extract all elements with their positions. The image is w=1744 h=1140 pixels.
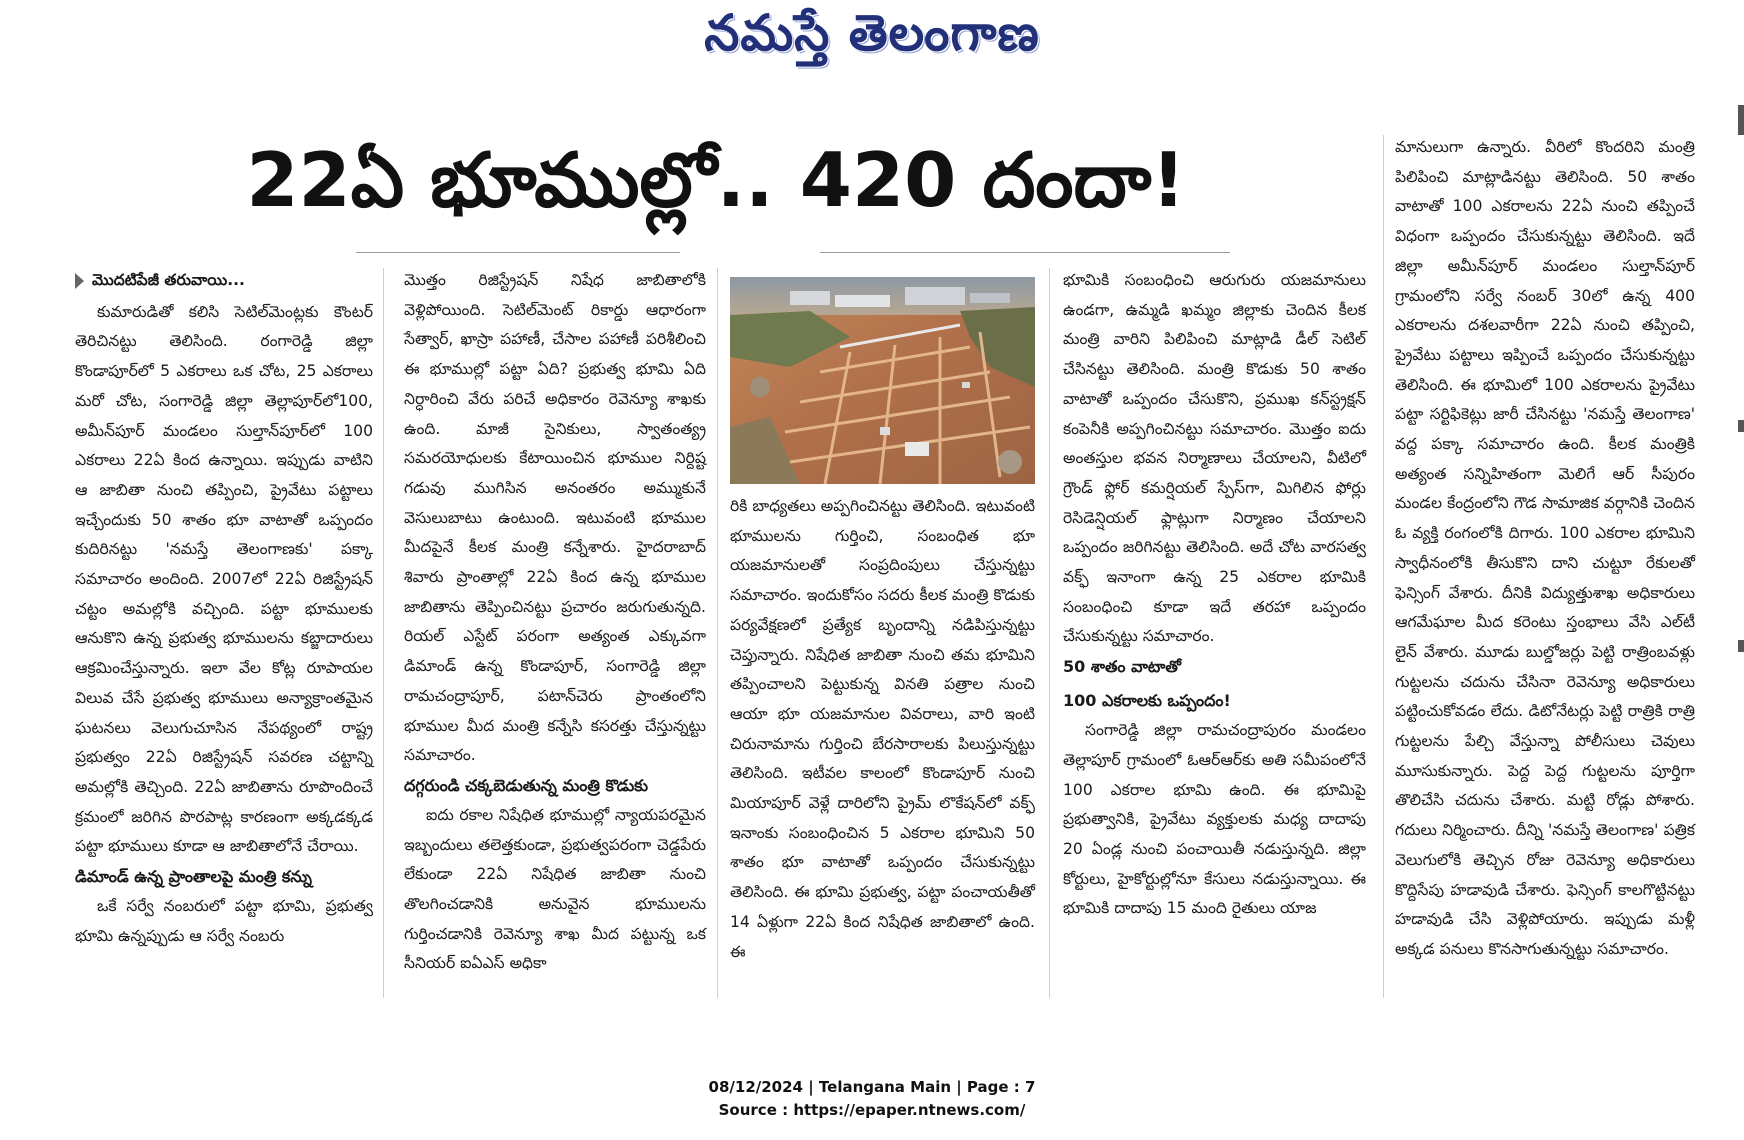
column-divider (717, 268, 718, 998)
column-divider (1049, 268, 1050, 998)
subheading: 100 ఎకరాలకు ఒప్పందం! (1063, 691, 1231, 711)
article-column-4 (1063, 266, 1366, 924)
article-paragraph: మానులుగా ఉన్నారు. వీరిలో కొందరిని మంత్రి పిలిపించి మాట్లాడినట్టు తెలిసింది. 50 శాతం వాటాతో 100 ఎకరాలను 22ఏ నుంచి తప్పించే విధంగా ఒప్పందం చేసుకున్నట్టు తెలిసింది. ఇదే జిల్లా అమీన్‌పూర్ మండలం సుల్తాన్‌పూర్ గ్రామంలోని సర్వే నంబర్ 30లో ఉన్న 400 ఎకరాలను దశలవారీగా 22ఏ నుంచి తప్పించి, ప్రైవేటు పట్టాలు ఇప్పించే ఒప్పందం చేసుకున్నట్టు తెలిసింది. ఈ భూమిలో 100 ఎకరాలను ప్రైవేటు పట్టా సర్టిఫికెట్లు జారీ చేసినట్టు 'నమస్తే తెలంగాణ' వద్ద పక్కా సమాచారం ఉంది. కీలక మంత్రికి అత్యంత సన్నిహితంగా మెలిగే ఆర్ సీపురం మండల కేంద్రంలోని గౌడ సామాజిక వర్గానికి చెందిన ఓ వ్యక్తి రంగంలోకి దిగారు. 100 ఎకరాల భూమిని స్వాధీనంలోకి తీసుకొని దాని చుట్టూ రేకులతో ఫెన్సింగ్ వేశారు. దీనికి విద్యుత్తుశాఖ అధికారులు ఆగమేఘాల మీద కరెంటు స్తంభాలు వేసి ఎల్‌టీ లైన్ వేశారు. మూడు బుల్డోజర్లు పెట్టి రాత్రింబవళ్లు గుట్టలను చదును చేసినా రెవెన్యూ అధికారులు పట్టించుకోవడం లేదు. డిటోనేటర్లు పెట్టి రాత్రికి రాత్రి గుట్టలను పేల్చి వేస్తున్నా పోలీసులు చెవులు మూసుకున్నారు. పెద్ద పెద్ద గుట్టలను పూర్తిగా తొలిచేసి చదును చేశారు. మట్టి రోడ్లు పోశారు. గదులు నిర్మించారు. దీన్ని 'నమస్తే తెలంగాణ' పత్రిక వెలుగులోకి తెచ్చిన రోజు రెవెన్యూ అధికారులు కొద్దిసేపు హడావుడి చేశారు. ఫెన్సింగ్ కాలగొట్టినట్టు హడావుడి చేసి వెళ్లిపోయారు. ఇప్పుడు మళ్లీ అక్కడ పనులు కొనసాగుతున్నట్టు సమాచారం. (1395, 138, 1695, 958)
article-column-5 (1395, 133, 1695, 965)
land-photo-image (730, 277, 1035, 484)
aerial-land-photo (730, 277, 1035, 484)
subheading: దగ్గరుండి చక్కబెడుతున్న మంత్రి కొడుకు (404, 775, 649, 795)
adjacent-page-edge (1738, 105, 1744, 135)
subheading: 50 శాతం వాటాతో (1063, 657, 1181, 677)
adjacent-page-edge (1738, 420, 1744, 432)
kicker-text: మొదటిపేజీ తరువాయి... (92, 271, 245, 289)
footer-source-link[interactable]: Source : https://epaper.ntnews.com/ (718, 1101, 1026, 1119)
headline-rule-left (356, 252, 680, 253)
article-paragraph: ఐదు రకాల నిషేధిత భూముల్లో న్యాయపరమైన ఇబ్బందులు తలెత్తకుండా, ప్రభుత్వపరంగా చెడ్డపేరు లేకుండా 22ఏ నిషేధిత జాబితా నుంచి తొలగించడానికి అనువైన భూములను గుర్తించడానికి రెవెన్యూ శాఖ మీద పట్టున్న ఒక సీనియర్ ఐఏఎస్ అధికా (404, 805, 706, 973)
article-paragraph: భూమికి సంబంధించి ఆరుగురు యజమానులు ఉండగా, ఉమ్మడి ఖమ్మం జిల్లాకు చెందిన కీలక మంత్రి వారిని పిలిపించి మాట్లాడి డీల్ సెటిల్ చేసినట్టు తెలిసింది. మంత్రి కొడుకు 50 శాతం వాటాతో ఒప్పందం చేసుకొని, ప్రముఖ కన్‌స్ట్రక్షన్ కంపెనీకి అప్పగించినట్టు సమాచారం. మొత్తం ఐదు అంతస్తుల భవన నిర్మాణాలు చేయాలని, వీటిలో గ్రౌండ్ ఫ్లోర్ కమర్షియల్ స్పేస్‌గా, మిగిలిన ఫోర్లు రెసిడెన్షియల్ ఫ్లాట్లుగా నిర్మాణం చేయాలని ఒప్పందం జరిగినట్టు తెలిసింది. అదే చోట వారసత్వ వక్ఫ్ ఇనాంగా ఉన్న 25 ఎకరాల భూమికి సంబంధించి కూడా ఇదే తరహా ఒప్పందం చేసుకున్నట్టు సమాచారం. (1063, 271, 1366, 646)
article-paragraph: సంగారెడ్డి జిల్లా రామచంద్రాపురం మండలం తెల్లాపూర్ గ్రామంలో ఓఆర్ఆర్‌కు అతి సమీపంలోనే 100 ఎకరాల భూమి ఉంది. ఈ భూమిపై ప్రభుత్వానికి, ప్రైవేటు వ్యక్తులకు మధ్య దాదాపు 20 ఏండ్ల నుంచి పంచాయితీ నడుస్తున్నది. జిల్లా కోర్టులు, హైకోర్టుల్లోనూ కేసులు నడుస్తున్నాయి. ఈ భూమికి దాదాపు 15 మంది రైతులు యాజ (1063, 721, 1366, 918)
article-column-3 (730, 492, 1035, 967)
article-paragraph: రికి బాధ్యతలు అప్పగించినట్టు తెలిసింది. ఇటువంటి భూములను గుర్తించి, సంబంధిత భూ యజమానులతో సంప్రదింపులు చేస్తున్నట్టు సమాచారం. ఇందుకోసం సదరు కీలక మంత్రి కొడుకు పర్యవేక్షణలో ప్రత్యేక బృందాన్ని నడిపిస్తున్నట్టు చెప్తున్నారు. నిషేధిత జాబితా నుంచి తమ భూమిని తప్పించాలని పెట్టుకున్న వినతి పత్రాల నుంచి ఆయా భూ యజమానుల వివరాలు, వారి ఇంటి చిరునామాను గుర్తించి బేరసారాలకు పిలుస్తున్నట్టు తెలిసింది. ఇటీవల కాలంలో కొండాపూర్ నుంచి మియాపూర్ వెళ్లే దారిలోని ప్రైమ్ లొకేషన్‌లో వక్ఫ్ ఇనాంకు సంబంధించిన 5 ఎకరాల భూమిని 50 శాతం భూ వాటాతో ఒప్పందం చేసుకున్నట్టు తెలిసింది. ఈ భూమి ప్రభుత్వ, పట్టా పంచాయతీతో 14 ఏళ్లుగా 22ఏ కింద నిషేధిత జాబితాలో ఉంది. ఈ (730, 497, 1035, 961)
headline: 22ఏ భూముల్లో.. 420 దందా! (246, 136, 1186, 224)
headline-rule-right (820, 252, 1230, 253)
article-paragraph: కుమారుడితో కలిసి సెటిల్‌మెంట్లకు కౌంటర్ తెరిచినట్టు తెలిసింది. రంగారెడ్డి జిల్లా కొండాపూర్‌లో 5 ఎకరాలు ఒక చోట, 25 ఎకరాలు మరో చోట, సంగారెడ్డి జిల్లా తెల్లాపూర్‌లో100, అమీన్‌పూర్ మండలం సుల్తాన్‌పూర్‌లో 100 ఎకరాలు 22ఏ కింద ఉన్నాయి. ఇప్పుడు వాటిని ఆ జాబితా నుంచి తప్పించి, ప్రైవేటు పట్టాలు ఇచ్చేందుకు 50 శాతం భూ వాటాతో ఒప్పందం కుదిరినట్టు 'నమస్తే తెలంగాణకు' పక్కా సమాచారం అందింది. 2007లో 22ఏ రిజిస్ట్రేషన్ చట్టం అమల్లోకి వచ్చింది. పట్టా భూములకు ఆనుకొని ఉన్న ప్రభుత్వ భూములను కబ్జాదారులు ఆక్రమించేస్తున్నారు. ఇలా వేల కోట్ల రూపాయల విలువ చేసే ప్రభుత్వ భూములు అన్యాక్రాంతమైన ఘటనలు వెలుగుచూసిన నేపథ్యంలో రాష్ట్ర ప్రభుత్వం 22ఏ రిజిస్ట్రేషన్ సవరణ చట్టాన్ని అమల్లోకి తెచ్చింది. 22ఏ జాబితాను రూపొందించే క్రమంలో జరిగిన పొరపాట్ల కారణంగా అక్కడక్కడ పట్టా భూములు కూడా ఆ జాబితాలోనే చేరాయి. (75, 302, 373, 856)
article-column-1 (75, 266, 373, 951)
chevron-right-icon (75, 273, 84, 289)
masthead-logo: నమస్తే తెలంగాణ (704, 4, 1040, 62)
adjacent-page-edge (1738, 640, 1744, 652)
article-paragraph: ఒకే సర్వే నంబరులో పట్టా భూమి, ప్రభుత్వ భూమి ఉన్నప్పుడు ఆ సర్వే నంబరు (75, 897, 373, 945)
continuation-kicker (75, 266, 373, 296)
footer-date-line: 08/12/2024 | Telangana Main | Page : 7 (708, 1078, 1036, 1096)
column-divider (1383, 135, 1384, 998)
column-divider (383, 268, 384, 998)
article-paragraph: మొత్తం రిజిస్ట్రేషన్ నిషేధ జాబితాలోకి వెళ్లిపోయింది. సెటిల్‌మెంట్ రికార్డు ఆధారంగా సేత్వార్, ఖాస్రా పహాణీ, చేసాల పహాణీ పరిశీలించి ఈ భూముల్లో పట్టా ఏది? ప్రభుత్వ భూమి ఏది నిర్ధారించి వేరు పరిచే అధికారం రెవెన్యూ శాఖకు ఉంది. మాజీ సైనికులు, స్వాతంత్య్ర సమరయోధులకు కేటాయించిన భూముల నిర్దిష్ట గడువు ముగిసిన అనంతరం అమ్ముకునే వెసులుబాటు ఉంటుంది. ఇటువంటి భూముల మీదపైనే కీలక మంత్రి కన్నేశారు. హైదరాబాద్ శివారు ప్రాంతాల్లో 22ఏ కింద ఉన్న భూముల జాబితాను తెప్పించినట్టు ప్రచారం జరుగుతున్నది. రియల్ ఎస్టేట్ పరంగా అత్యంత ఎక్కువగా డిమాండ్ ఉన్న కొండాపూర్, సంగారెడ్డి జిల్లా రామచంద్రాపూర్, పటాన్‌చెరు ప్రాంతంలోని భూముల మీద మంత్రి కన్నేసి కసరత్తు చేస్తున్నట్టు సమాచారం. (404, 271, 706, 765)
article-column-2 (404, 266, 706, 979)
subheading: డిమాండ్ ఉన్న ప్రాంతాలపై మంత్రి కన్ను (75, 867, 312, 887)
